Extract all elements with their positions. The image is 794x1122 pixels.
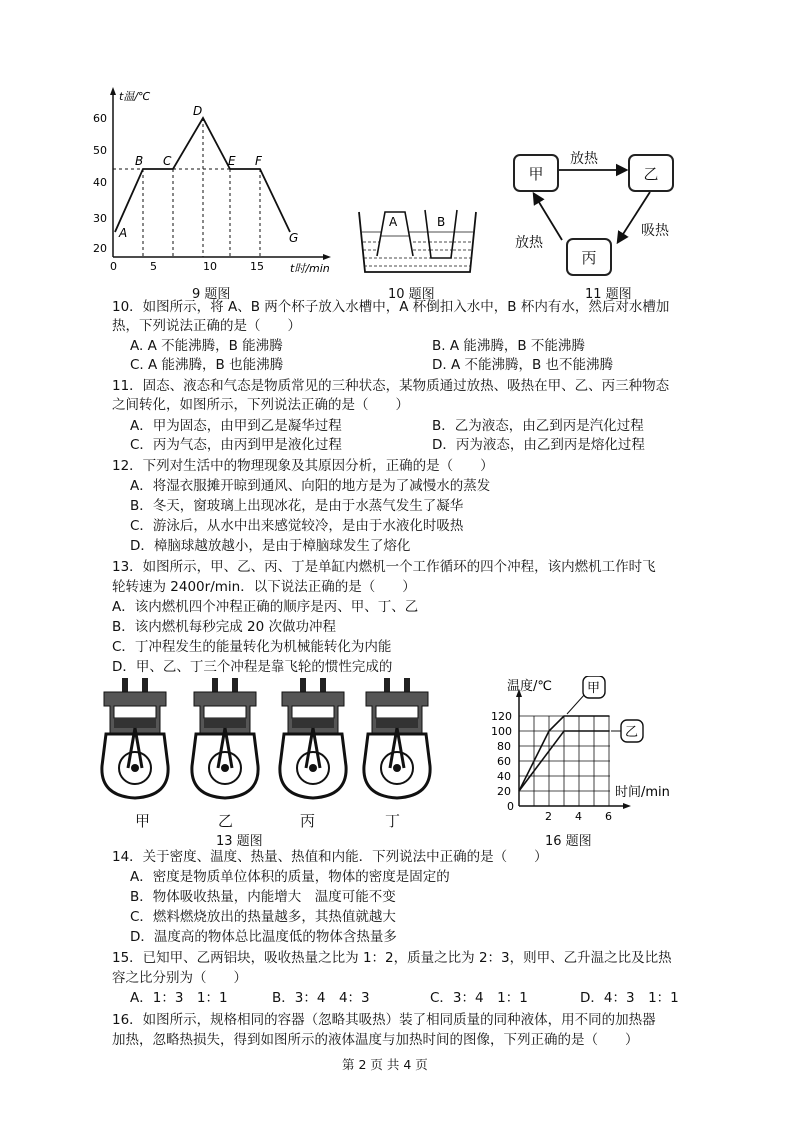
fig16-series-yi-label: 乙 xyxy=(625,725,639,740)
fig9-ytick: 30 xyxy=(93,212,107,225)
fig16-caption: 16 题图 xyxy=(545,834,592,849)
q13-option-b: B．该内燃机每秒完成 20 次做功冲程 xyxy=(112,619,337,635)
q10-stem-line2: 热，下列说法正确的是（ ） xyxy=(112,318,301,334)
q10-option-d: D. A 不能沸腾，B 也不能沸腾 xyxy=(432,357,614,373)
fig16-series-jia-label: 甲 xyxy=(587,681,601,696)
fig11-caption: 11 题图 xyxy=(585,287,632,302)
arrow-label-yi-bing: 吸热 xyxy=(641,223,669,239)
fig9-xtick: 10 xyxy=(203,260,217,273)
q10-option-a: A. A 不能沸腾，B 能沸腾 xyxy=(130,338,283,354)
fig9-point-label: D xyxy=(193,104,203,118)
fig16-y-label: 温度/℃ xyxy=(507,679,552,694)
cup-a-label: A xyxy=(389,215,398,229)
fig16-ytick: 0 xyxy=(507,800,514,813)
q11-option-c: C．丙为气态，由丙到甲是液化过程 xyxy=(130,437,342,453)
q11-option-b: B．乙为液态，由乙到丙是汽化过程 xyxy=(432,418,644,434)
q16-stem-line1: 16．如图所示，规格相同的容器（忽略其吸热）装了相同质量的同种液体，用不同的加热器 xyxy=(112,1012,656,1028)
q16-stem-line2: 加热，忽略热损失，得到如图所示的液体温度与加热时间的图像，下列正确的是（ ） xyxy=(112,1032,639,1048)
fig9-ytick: 40 xyxy=(93,176,107,189)
fig13-caption: 13 题图 xyxy=(216,834,263,849)
fig16-ytick: 40 xyxy=(497,770,511,783)
q11-stem-line2: 之间转化，如图所示，下列说法正确的是（ ） xyxy=(112,397,409,413)
arrow-label-jia-yi: 放热 xyxy=(570,151,598,167)
fig16-ytick: 20 xyxy=(497,785,511,798)
q15-option-d: D．4：3 1：1 xyxy=(580,990,679,1006)
q13-option-a: A．该内燃机四个冲程正确的顺序是丙、甲、丁、乙 xyxy=(112,599,419,615)
engine-label-jia: 甲 xyxy=(135,812,151,830)
q12-option-c: C．游泳后，从水中出来感觉较冷，是由于水液化时吸热 xyxy=(130,518,464,534)
fig16-ytick: 60 xyxy=(497,755,511,768)
q12-stem: 12．下列对生活中的物理现象及其原因分析，正确的是（ ） xyxy=(112,458,494,474)
state-node-yi: 乙 xyxy=(628,154,674,192)
fig9-ytick: 20 xyxy=(93,242,107,255)
cup-b-label: B xyxy=(437,215,446,229)
state-node-jia: 甲 xyxy=(513,154,559,192)
fig9-point-label: F xyxy=(255,154,262,168)
fig9-caption: 9 题图 xyxy=(192,287,231,302)
fig16-xtick: 6 xyxy=(605,810,612,823)
engine-label-bing: 丙 xyxy=(300,812,316,830)
fig16-xtick: 4 xyxy=(575,810,582,823)
fig16-ytick: 120 xyxy=(491,710,512,723)
q10-option-b: B. A 能沸腾，B 不能沸腾 xyxy=(432,338,585,354)
engine-yi xyxy=(192,678,258,798)
q13-stem-line2: 轮转速为 2400r/min．以下说法正确的是（ ） xyxy=(112,579,416,595)
q10-option-c: C. A 能沸腾，B 也能沸腾 xyxy=(130,357,284,373)
fig9-point-label: B xyxy=(135,154,144,168)
fig16-ytick: 80 xyxy=(497,740,511,753)
fig9-ytick: 60 xyxy=(93,112,107,125)
q14-option-a: A．密度是物质单位体积的质量，物体的密度是固定的 xyxy=(130,869,450,885)
q15-option-c: C．3：4 1：1 xyxy=(430,990,528,1006)
fig9-point-label: G xyxy=(289,231,299,245)
state-node-bing: 丙 xyxy=(566,238,612,276)
q14-option-d: D．温度高的物体总比温度低的物体含热量多 xyxy=(130,929,397,945)
fig16-ytick: 100 xyxy=(491,725,512,738)
fig10-caption: 10 题图 xyxy=(388,287,435,302)
q14-option-b: B．物体吸收热量，内能增大 温度可能不变 xyxy=(130,889,396,905)
q14-option-c: C．燃料燃烧放出的热量越多，其热值就越大 xyxy=(130,909,396,925)
fig9-ytick: 50 xyxy=(93,144,107,157)
fig9-xtick: 5 xyxy=(150,260,157,273)
fig16-x-label: 时间/min xyxy=(615,785,670,800)
q12-option-a: A．将湿衣服摊开晾到通风、向阳的地方是为了减慢水的蒸发 xyxy=(130,478,491,494)
q11-option-d: D．丙为液态，由乙到丙是熔化过程 xyxy=(432,437,645,453)
arrow-label-bing-jia: 放热 xyxy=(515,235,543,251)
q15-option-a: A．1：3 1：1 xyxy=(130,990,228,1006)
fig9-x-label: t时/min xyxy=(290,262,330,275)
q15-stem-line1: 15．已知甲、乙两铝块，吸收热量之比为 1：2，质量之比为 2：3，则甲、乙升温之比及比热 xyxy=(112,950,672,966)
fig9-xtick: 0 xyxy=(110,260,117,273)
fig9-y-label: t温/℃ xyxy=(119,90,151,103)
q12-option-b: B．冬天，窗玻璃上出现冰花，是由于水蒸气发生了凝华 xyxy=(130,498,464,514)
fig16-xtick: 2 xyxy=(545,810,552,823)
q15-stem-line2: 容之比分别为（ ） xyxy=(112,970,247,986)
q11-stem-line1: 11．固态、液态和气态是物质常见的三种状态，某物质通过放热、吸热在甲、乙、丙三种物态 xyxy=(112,378,670,394)
q15-option-b: B．3：4 4：3 xyxy=(272,990,370,1006)
engine-ding xyxy=(364,678,430,798)
q13-stem-line1: 13．如图所示，甲、乙、丙、丁是单缸内燃机一个工作循环的四个冲程，该内燃机工作时飞 xyxy=(112,559,656,575)
q12-option-d: D．樟脑球越放越小，是由于樟脑球发生了熔化 xyxy=(130,538,411,554)
engine-label-yi: 乙 xyxy=(218,812,234,830)
fig9-point-label: E xyxy=(228,154,236,168)
q14-stem: 14．关于密度、温度、热量、热值和内能．下列说法中正确的是（ ） xyxy=(112,849,548,865)
q10-stem-line1: 10．如图所示，将 A、B 两个杯子放入水槽中，A 杯倒扣入水中，B 杯内有水，然后对水槽加 xyxy=(112,299,670,315)
fig10-water-tank xyxy=(355,200,480,280)
fig13-engines xyxy=(98,676,448,806)
fig9-point-label: A xyxy=(119,226,128,240)
fig16-graph xyxy=(485,676,700,826)
engine-jia xyxy=(102,678,168,798)
engine-bing xyxy=(280,678,346,798)
engine-label-ding: 丁 xyxy=(385,812,401,830)
q13-option-d: D．甲、乙、丁三个冲程是靠飞轮的惯性完成的 xyxy=(112,659,393,675)
fig9-point-label: C xyxy=(163,154,172,168)
q13-option-c: C．丁冲程发生的能量转化为机械能转化为内能 xyxy=(112,639,392,655)
fig9-graph xyxy=(85,82,345,282)
q11-option-a: A．甲为固态，由甲到乙是凝华过程 xyxy=(130,418,342,434)
fig9-xtick: 15 xyxy=(250,260,264,273)
page-footer: 第 2 页 共 4 页 xyxy=(342,1057,428,1072)
